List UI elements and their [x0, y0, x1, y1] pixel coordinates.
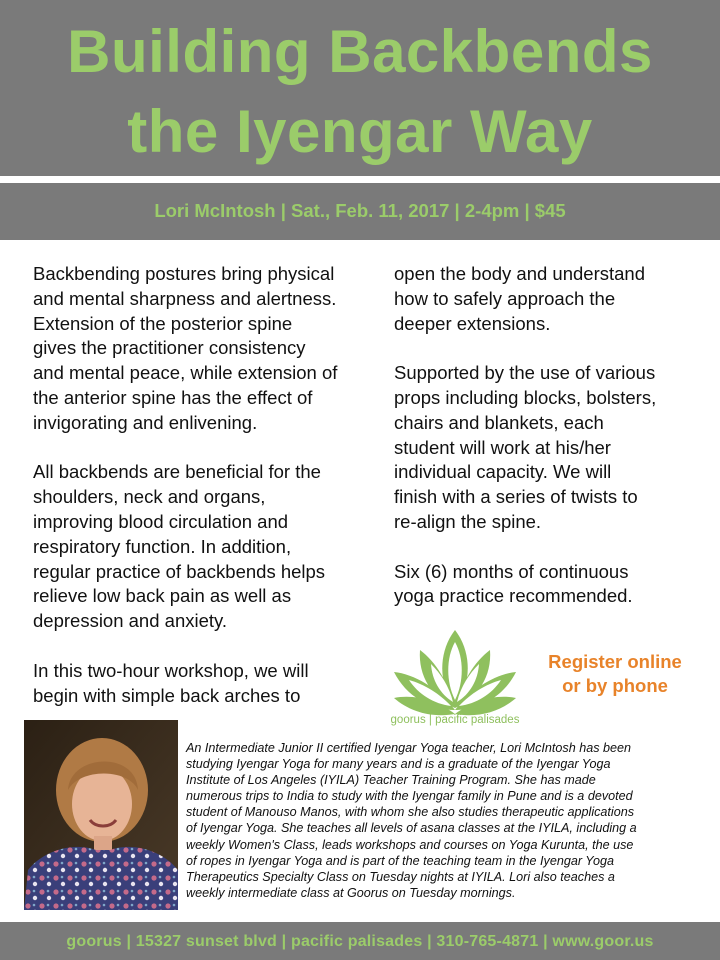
paragraph-prerequisite: Six (6) months of continuous yoga practice recommended.	[394, 560, 633, 607]
footer-contact: goorus | 15327 sunset blvd | pacific palisades | 310-765-4871 | www.goor.us	[66, 933, 654, 950]
event-details: Lori McIntosh | Sat., Feb. 11, 2017 | 2-4pm | $45	[154, 200, 566, 221]
instructor-bio: An Intermediate Junior II certified Iyengar Yoga teacher, Lori McIntosh has been studying Iyengar Yoga for many years and is a graduate of the Iyengar Yoga Institute of Los Angeles (IYILA) Teacher Training Program. She has made numerous trips to India to study with the Iyengar family in Pune and is a devoted student of Manouso Manos, with whom she also studies therapeutic applications of Iyengar Yoga. She teaches all levels of asana classes at the IYILA, including a weekly Women's Class, leads workshops and courses on Yoga Kurunta, the use of ropes in Iyengar Yoga and is part of the teaching team in the Iyengar Yoga Therapeutics Specialty Class on Tuesday nights at IYILA. Lori also teaches a weekly intermediate class at Goorus on Tuesday mornings.	[186, 741, 637, 900]
paragraph-props: Supported by the use of various props including blocks, bolsters, chairs and blankets, each student will work at his/her individual capacity. We will finish with a series of twists to re-align the spine.	[394, 362, 657, 532]
description-column-right	[394, 262, 714, 609]
paragraph-benefits-intro: Backbending postures bring physical and mental sharpness and alertness. Extension of the posterior spine gives the practitioner consistency and mental peace, while extension of the anterior spine has the effect of invigorating and enlivening.	[33, 263, 338, 433]
event-details-banner	[0, 183, 720, 240]
title-line-2: the Iyengar Way	[127, 98, 593, 165]
paragraph-workshop-continued: open the body and understand how to safely approach the deeper extensions.	[394, 263, 645, 334]
paragraph-workshop-intro: In this two-hour workshop, we will begin with simple back arches to	[33, 659, 309, 706]
logo-caption: goorus | pacific palisades	[390, 714, 520, 726]
register-line-1: Register online	[548, 651, 682, 672]
title-line-1: Building Backbends	[67, 18, 653, 85]
footer-banner	[0, 922, 720, 960]
register-line-2: or by phone	[562, 675, 668, 696]
paragraph-benefits-health: All backbends are beneficial for the shoulders, neck and organs, improving blood circulation and respiratory function. In addition, regular practice of backbends helps relieve low back pain as well as depression and anxiety.	[33, 461, 326, 632]
instructor-photo	[24, 720, 178, 910]
title-banner	[0, 0, 720, 176]
register-callout	[525, 650, 705, 698]
description-column-left	[33, 262, 385, 708]
